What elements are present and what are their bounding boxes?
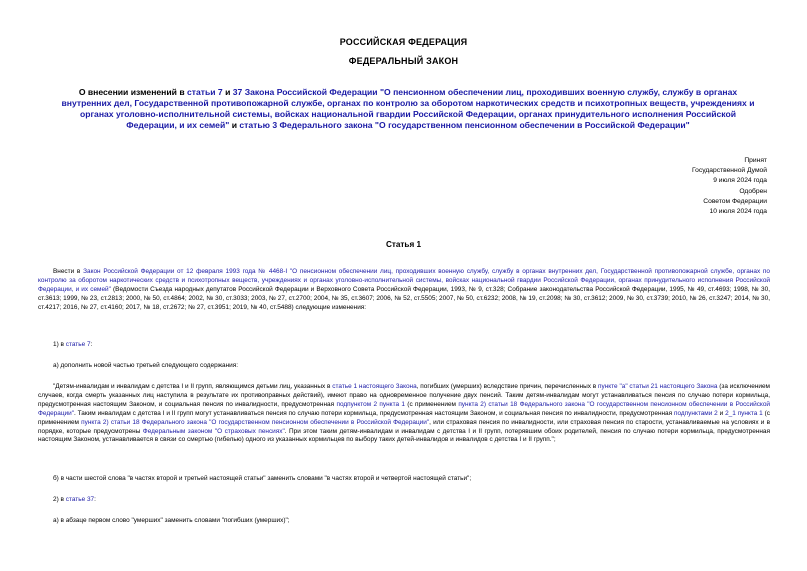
adoption-line: Одобрен (739, 187, 767, 195)
quote-link[interactable]: Федеральным законом "О страховых пенсиях" (142, 427, 285, 435)
law-title (58, 87, 758, 131)
article-37-link[interactable]: статье 37 (65, 496, 95, 503)
item-2 (38, 496, 770, 505)
quote-link[interactable]: пункта 2) статьи 18 Федерального закона "О государственном пенсионном обеспечении в Российской Федерации" (81, 418, 430, 426)
paragraph-text: Внести в (53, 268, 84, 275)
item-text: 2) в (53, 496, 66, 503)
item-1 (38, 341, 770, 350)
item-text: 1) в (53, 341, 66, 348)
quote-link[interactable]: подпунктом 2 пункта 1 (336, 400, 405, 408)
document-type-heading: ФЕДЕРАЛЬНЫЙ ЗАКОН (348, 56, 459, 66)
title-link-article-7[interactable]: статьи 7 (187, 87, 223, 97)
law-reference-link[interactable]: Закон Российской Федерации от 12 февраля 1993 года № 4468-I "О пенсионном обеспечении лиц, проходивших военную службу, службу в органах внутренних дел, Государственной противопожарной службе, органах по контролю за оборотом наркотических средств и психотропных веществ, учреждениях и органах уголовно-исполнительной системы, войсках национальной гвардии Российской Федерации, органах принудительного исполнения Российской Федерации, и их семей" (38, 268, 770, 293)
quote-text: , погибших (умерших) вследствие причин, перечисленных в (416, 383, 599, 390)
country-heading: РОССИЙСКАЯ ФЕДЕРАЦИЯ (339, 37, 468, 47)
article-heading: Статья 1 (385, 240, 422, 249)
adoption-block (607, 156, 767, 217)
article-intro-paragraph (38, 268, 770, 313)
adoption-line: Государственной Думой (692, 167, 767, 175)
paragraph-text: (Ведомости Съезда народных депутатов Российской Федерации и Верховного Совета Российской Федерации, 1993, № 9, ст.328; Собрание законодательства Российской Федерации, 1995, № 49, ст.4693; 1998, № 30, ст.3613; 1999, № 23, ст.2813; 2000, № 50, ст.4864; 2002, № 30, ст.3033; 2003, № 27, ст.2700; 2004, № 35, ст.3607; 2006, № 52, ст.5505; 2007, № 50, ст.6232; 2008, № 19, ст.2098; № 30, ст.3612; 2009, № 30, ст.3739; 2010, № 26, ст.3247; 2014, № 30, ст.4217; 2016, № 27, ст.4160; 2017, № 18, ст.2672; № 27, ст.3951; 2019, № 40, ст.5488) следующие изменения: (38, 285, 770, 311)
quote-link[interactable]: статье 1 настоящего Закона (332, 383, 417, 390)
quote-link[interactable]: 2_1 пункта 1 (725, 409, 763, 417)
article-7-link[interactable]: статье 7 (65, 341, 91, 348)
quoted-paragraph (38, 383, 770, 445)
quote-text: . Таким инвалидам с детства I и II групп могут устанавливаться пенсия по случаю потери кормильца, предусмотренная настоящим Законом, и социальная пенсия по инвалидности, предусмотренная (74, 409, 674, 417)
title-link-pension-law[interactable]: Закона Российской Федерации "О пенсионном обеспечении лиц, проходивших военную службу, службу в органах внутренних дел, Государственной противопожарной службе, органах по контролю за оборотом наркотических средств и психотропных веществ, учреждениях и органах уголовно-исполнительной системы, войсках национальной гвардии Российской Федерации, органах принудительного исполнения Российской Федерации, и их семей" (61, 87, 755, 130)
item-1b: б) в части шестой слова "в частях второй и третьей настоящей статьи" заменить словами "в частях второй и четвертой настоящей статьи"; (53, 475, 472, 482)
adoption-date: 10 июля 2024 года (709, 208, 767, 216)
title-link-federal-law[interactable]: Федерального закона "О государственном пенсионном обеспечении в Российской Федерации" (279, 120, 690, 130)
adoption-date: 9 июля 2024 года (713, 177, 767, 185)
title-link-article-37[interactable]: 37 (232, 87, 243, 97)
item-2a: а) в абзаце первом слово "умерших" заменить словами "погибших (умерших)"; (53, 517, 290, 524)
quote-text: . При этом таким детям-инвалидам и инвалидам с детства I и II групп, потерявшим обоих родителей, пенсия по случаю потери кормильца, предусмотренная настоящим Законом, устанавливается в связи со смертью (гибелью) одного из указанных кормильцев по выбору таких детей-инвалидов и инвалидов с детства I и II групп."; (38, 427, 770, 444)
quote-text: (с применением (38, 409, 770, 426)
quote-link[interactable]: пункте "а" статьи 21 настоящего Закона (598, 383, 718, 390)
quote-text: и (717, 409, 726, 417)
title-text: О внесении изменений в (78, 87, 187, 97)
quote-link[interactable]: подпунктами 2 (674, 409, 718, 417)
quote-text: (за исключением случаев, когда смерть указанных лиц наступила в результате их противоправных действий), имеют право на одновременное получение двух пенсий. Таким детям-инвалидам могут устанавливаться пенсия по случаю потери кормильца, предусмотренная настоящим Законом, и социальная пенсия по инвалидности, предусмотренная (38, 383, 770, 408)
quote-link[interactable]: пункта 2) статьи 18 Федерального закона "О государственном пенсионном обеспечении в Российской Федерации" (38, 400, 770, 417)
quote-text: (с применением (404, 400, 459, 408)
quote-text: "Детям-инвалидам и инвалидам с детства I и II групп, являющимся детьми лиц, указанных в (53, 383, 333, 390)
item-1a: а) дополнить новой частью третьей следующего содержания: (53, 362, 239, 369)
item-text: : (90, 341, 93, 348)
adoption-line: Принят (744, 157, 767, 164)
title-text: и (229, 120, 240, 130)
item-text: : (94, 496, 96, 503)
title-link-article-3[interactable]: статью 3 (239, 120, 278, 130)
adoption-line: Советом Федерации (703, 197, 767, 205)
title-text: и (222, 87, 233, 97)
quote-text: , или страховая пенсия по инвалидности, или страховая пенсия по старости, устанавливаемые на условиях и в порядке, которые предусмотрены (38, 418, 770, 435)
